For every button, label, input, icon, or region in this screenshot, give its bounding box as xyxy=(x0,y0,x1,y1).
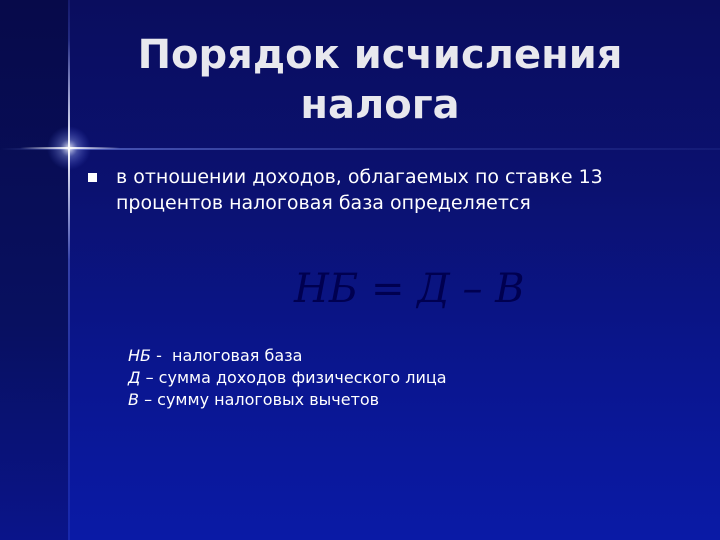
bullet-item xyxy=(88,164,688,216)
bullet-text xyxy=(116,164,603,216)
definition-line xyxy=(128,367,688,389)
definition-line xyxy=(128,345,688,367)
definition-term: Д xyxy=(128,368,141,387)
definition-separator: – xyxy=(140,368,159,387)
definition-separator: – xyxy=(138,390,158,409)
definition-term: В xyxy=(128,390,139,409)
title-line-2: налога xyxy=(300,82,460,128)
bullet-text-line-2: процентов налоговая база определяется xyxy=(116,192,531,214)
definition-text: сумму налоговых вычетов xyxy=(157,390,380,409)
definition-separator: - xyxy=(151,346,173,365)
slide-title xyxy=(110,30,650,130)
formula-definitions xyxy=(128,345,688,411)
square-bullet-icon xyxy=(88,173,97,182)
definition-text: налоговая база xyxy=(172,346,303,365)
title-line-1: Порядок исчисления xyxy=(137,32,623,78)
definition-line xyxy=(128,389,688,411)
bullet-text-line-1: в отношении доходов, облагаемых по ставке 13 xyxy=(116,166,603,188)
tax-formula: НБ = Д – В xyxy=(294,266,525,312)
definition-term: НБ xyxy=(128,346,152,365)
definition-text: сумма доходов физического лица xyxy=(158,368,447,387)
